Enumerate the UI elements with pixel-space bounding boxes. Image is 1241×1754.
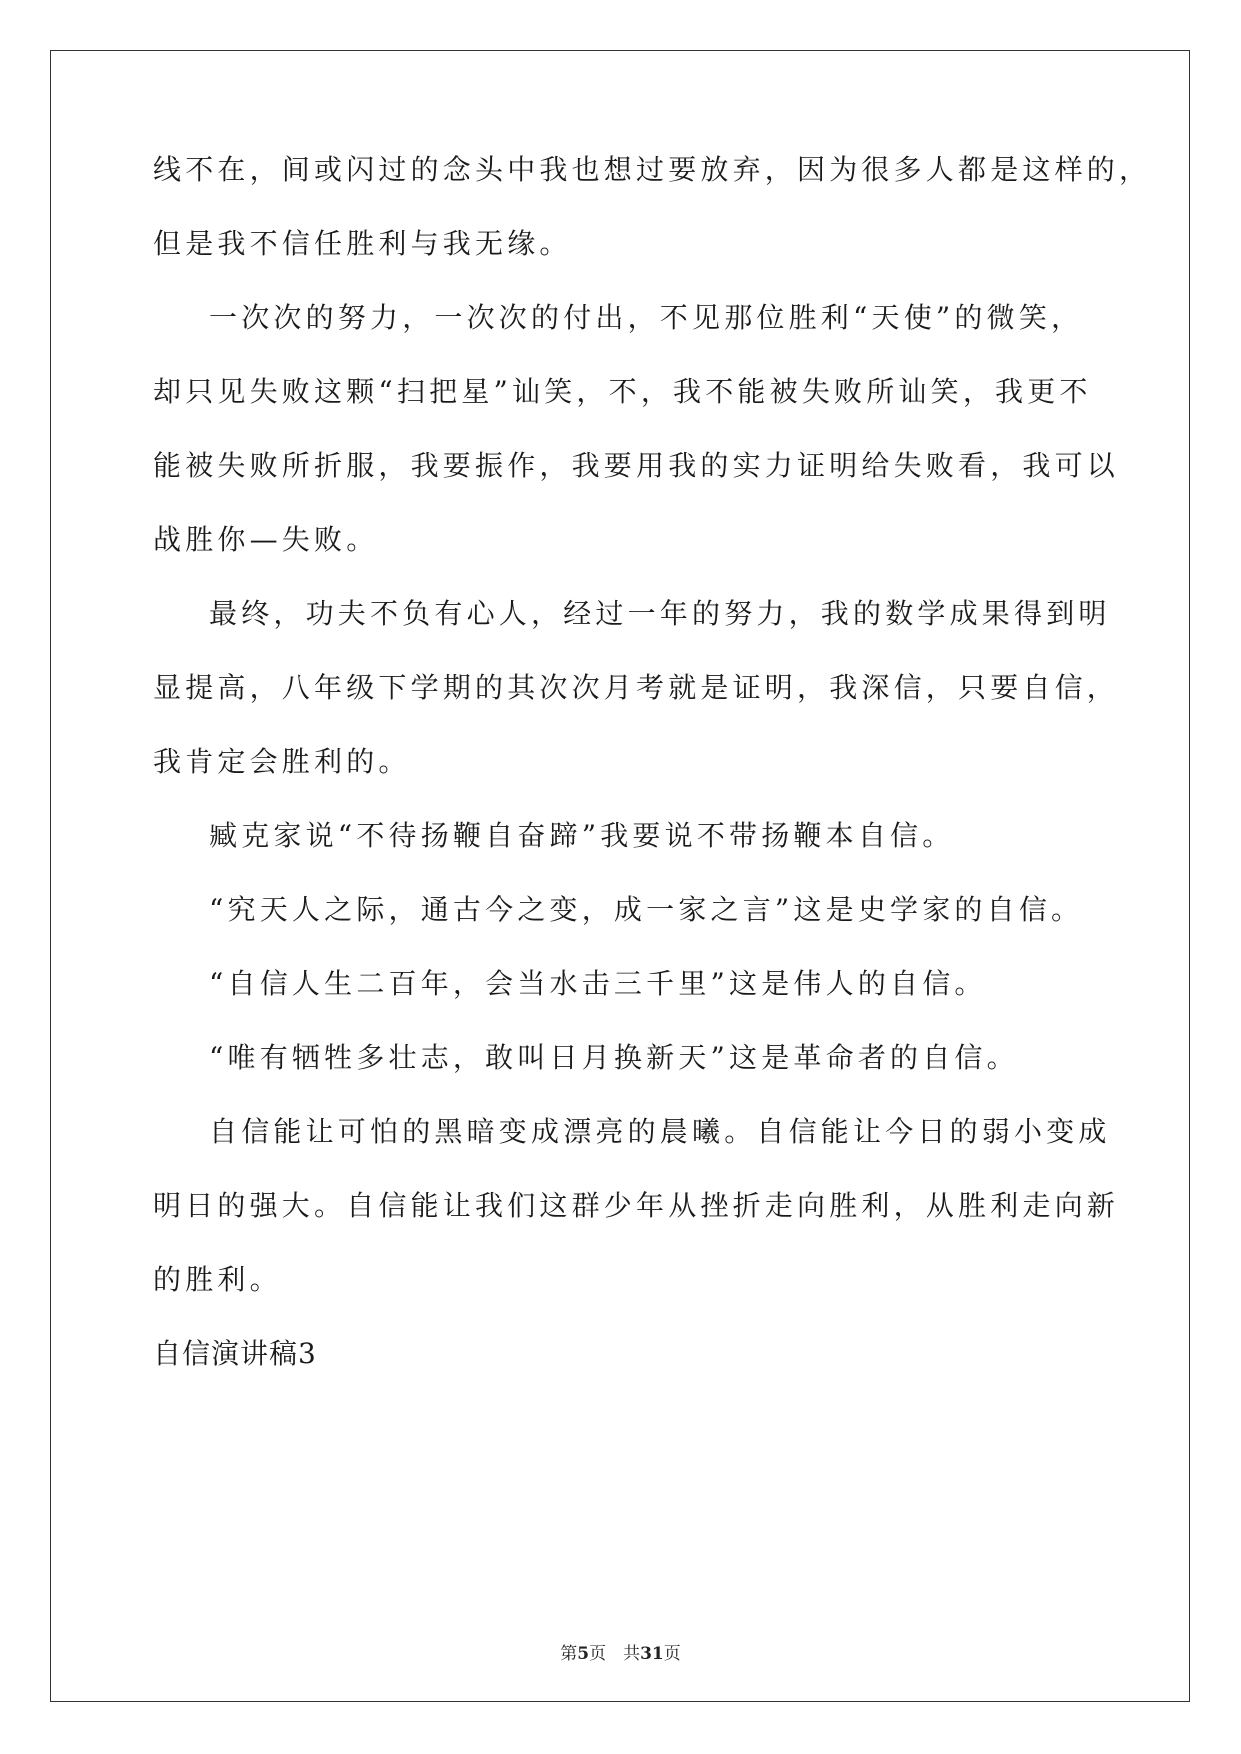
text-line: 但是我不信任胜利与我无缘。 [153,227,572,260]
text-line: “唯有牺牲多壮志，敢叫日月换新天”这是革命者的自信。 [209,1041,1019,1074]
text-line: 自信能让可怕的黑暗变成漂亮的晨曦。自信能让今日的弱小变成 [209,1115,1111,1148]
text-line: 一次次的努力，一次次的付出，不见那位胜利“天使”的微笑， [209,301,1084,334]
text-line: 能被失败所折服，我要振作，我要用我的实力证明给失败看，我可以 [153,449,1120,482]
text-line: 显提高，八年级下学期的其次次月考就是证明，我深信，只要自信， [153,671,1120,704]
footer-prefix: 第 [560,1644,578,1664]
section-heading: 自信演讲稿3 [153,1337,317,1370]
text-line: 明日的强大。自信能让我们这群少年从挫折走向胜利，从胜利走向新 [153,1189,1120,1222]
text-line: 线不在，间或闪过的念头中我也想过要放弃，因为很多人都是这样的， [153,153,1152,186]
footer-suffix: 页 [663,1644,681,1664]
current-page-number: 5 [577,1644,590,1664]
page-footer [0,1642,1241,1666]
text-line: 战胜你—失败。 [153,523,379,556]
total-page-number: 31 [640,1644,664,1664]
text-line: 却只见失败这颗“扫把星”讪笑，不，我不能被失败所讪笑，我更不 [153,375,1092,408]
footer-mid: 页 共 [589,1644,641,1664]
text-line: 的胜利。 [153,1263,282,1296]
text-line: 我肯定会胜利的。 [153,745,411,778]
text-line: 最终，功夫不负有心人，经过一年的努力，我的数学成果得到明 [209,597,1111,630]
text-line: “究天人之际，通古今之变，成一家之言”这是史学家的自信。 [209,893,1084,926]
text-line: “自信人生二百年，会当水击三千里”这是伟人的自信。 [209,967,987,1000]
text-line: 臧克家说“不待扬鞭自奋蹄”我要说不带扬鞭本自信。 [209,819,955,852]
